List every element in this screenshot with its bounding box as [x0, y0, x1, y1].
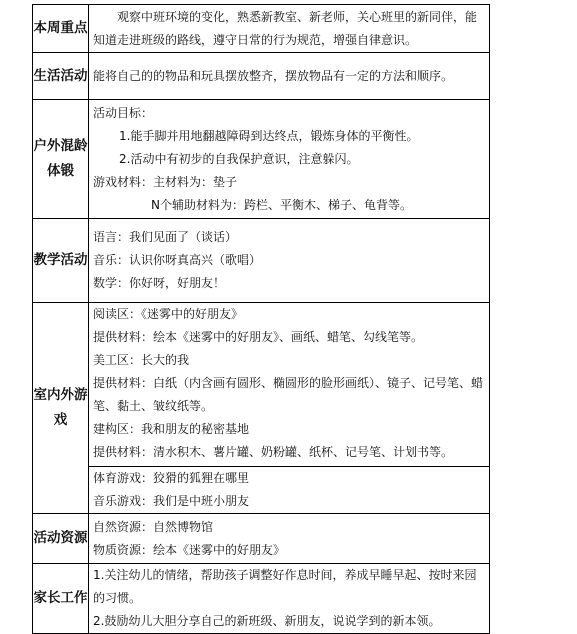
row-resources	[33, 514, 490, 564]
row-label-resources: 活动资源	[33, 514, 89, 564]
material-resources: 物质资源：绘本《迷雾中的好朋友》	[93, 542, 286, 557]
parent-work-1: 1.关注幼儿的情绪，帮助孩子调整好作息时间，养成早睡早起、按时来园的习惯。	[93, 568, 477, 605]
row-games	[33, 303, 490, 514]
sports-game: 体育游戏：狡猾的狐狸在哪里	[93, 471, 250, 485]
art-area: 美工区：长大的我	[93, 353, 190, 367]
row-label-outdoor-exercise: 户外混龄体锻	[33, 100, 89, 219]
games-divider	[89, 466, 489, 513]
reading-area: 阅读区：《迷雾中的好朋友》	[93, 307, 244, 321]
row-content-weekly-focus	[89, 5, 490, 53]
row-outdoor-exercise	[33, 100, 490, 219]
row-label-daily-life: 生活活动	[33, 53, 89, 100]
daily-life-text: 能将自己的的物品和玩具摆放整齐，摆放物品有一定的方法和顺序。	[93, 68, 454, 83]
construction-materials: 提供材料：清水积木、薯片罐、奶粉罐、纸杯、记号笔、计划书等。	[93, 445, 454, 459]
natural-resources: 自然资源：自然博物馆	[93, 519, 214, 534]
art-materials: 提供材料：白纸（内含画有圆形、椭圆形的脸形画纸）、镜子、记号笔、蜡笔、黏土、皱纹纸等。	[93, 376, 484, 413]
row-content-teaching-activities	[89, 219, 490, 303]
music-game: 音乐游戏：我们是中班小朋友	[93, 494, 250, 508]
reading-materials: 提供材料：绘本《迷雾中的好朋友》、画纸、蜡笔、勾线笔等。	[93, 330, 424, 344]
teaching-math: 数学：你好呀，好朋友！	[93, 276, 226, 290]
row-label-games: 室内外游戏	[33, 303, 89, 514]
row-label-weekly-focus: 本周重点	[33, 5, 89, 53]
row-content-resources	[89, 514, 490, 564]
row-content-parent-work	[89, 564, 490, 634]
construction-area: 建构区：我和朋友的秘密基地	[93, 422, 250, 436]
row-content-games	[89, 303, 490, 514]
next-row-fragment	[32, 606, 490, 616]
row-content-outdoor-exercise	[89, 100, 490, 219]
outdoor-main-material: 游戏材料：主材料为：垫子	[93, 174, 238, 189]
row-content-daily-life	[89, 53, 490, 100]
parent-work-2: 2.鼓励幼儿大胆分享自己的新班级、新朋友，说说学到的新本领。	[93, 614, 441, 628]
teaching-language: 语言：我们见面了（谈话）	[93, 230, 238, 244]
row-teaching-activities	[33, 219, 490, 303]
row-label-parent-work: 家长工作	[33, 564, 89, 634]
outdoor-goal-2: 2.活动中有初步的自我保护意识，注意躲闪。	[119, 151, 359, 166]
row-weekly-focus	[33, 5, 490, 53]
row-parent-work	[33, 564, 490, 634]
teaching-music: 音乐：认识你呀真高兴（歌唱）	[93, 253, 262, 267]
outdoor-goal-1: 1.能手脚并用地翻越障碍到达终点，锻炼身体的平衡性。	[119, 128, 419, 143]
weekly-focus-text: 观察中班环境的变化，熟悉新教室、新老师，关心班里的新同伴，能知道走进班级的路线，遵守日常的行为规范，增强自律意识。	[93, 9, 478, 47]
weekly-plan-table	[32, 4, 490, 634]
outdoor-goals-heading: 活动目标：	[93, 105, 154, 120]
row-label-teaching-activities: 教学活动	[33, 219, 89, 303]
row-daily-life	[33, 53, 490, 100]
outdoor-aux-material: N个辅助材料为：跨栏、平衡木、梯子、龟背等。	[151, 197, 412, 212]
